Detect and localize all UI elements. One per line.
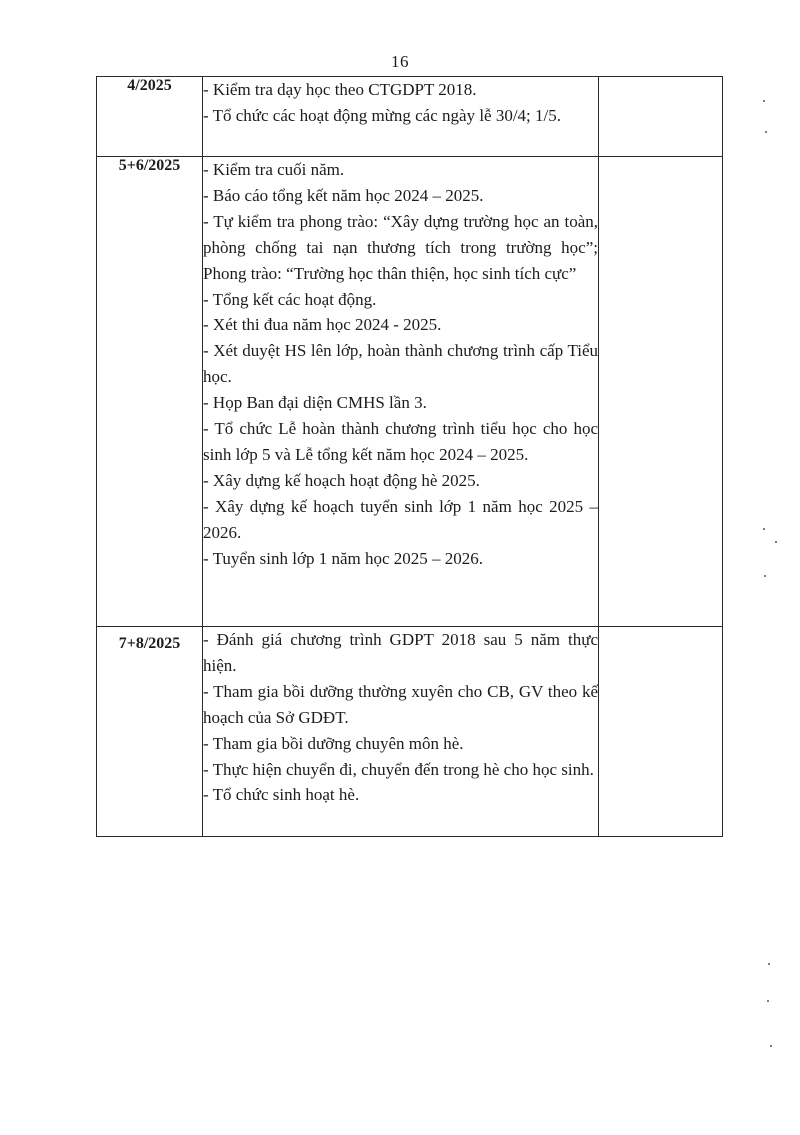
task-item: - Báo cáo tổng kết năm học 2024 – 2025. — [203, 185, 484, 205]
task-item: - Xét duyệt HS lên lớp, hoàn thành chương trình cấp Tiểu học. — [203, 341, 598, 387]
task-item: - Tổng kết các hoạt động. — [203, 289, 377, 309]
task-item: - Tự kiểm tra phong trào: “Xây dựng trường học an toàn, phòng chống tai nạn thương tích trong trường học”; Phong trào: “Trường học thân thiện, học sinh tích cực” — [203, 211, 598, 283]
page-number: 16 — [391, 52, 409, 71]
task-item: - Tham gia bồi dưỡng thường xuyên cho CB, GV theo kế hoạch của Sở GDĐT. — [203, 681, 598, 727]
task-item: - Kiểm tra dạy học theo CTGDPT 2018. — [203, 80, 477, 99]
table-row-7-8-2025 — [97, 627, 723, 837]
plan-table — [96, 76, 723, 837]
month-cell: 7+8/2025 — [97, 627, 203, 837]
month-cell: 4/2025 — [97, 77, 203, 157]
scan-speck — [767, 1000, 769, 1002]
task-item: - Tổ chức sinh hoạt hè. — [203, 785, 360, 805]
scan-speck — [763, 528, 765, 530]
tasks-cell — [203, 77, 599, 157]
month-cell: 5+6/2025 — [97, 157, 203, 627]
note-cell — [599, 157, 723, 627]
task-item: - Kiểm tra cuối năm. — [203, 160, 345, 179]
note-cell — [599, 627, 723, 837]
task-item: - Xét thi đua năm học 2024 - 2025. — [203, 315, 442, 335]
scan-speck — [775, 541, 777, 543]
scan-speck — [763, 100, 765, 102]
scan-speck — [765, 131, 767, 133]
tasks-cell — [203, 627, 599, 837]
note-cell — [599, 77, 723, 157]
task-item: - Tham gia bồi dưỡng chuyên môn hè. — [203, 733, 464, 753]
task-item: - Họp Ban đại diện CMHS lần 3. — [203, 393, 427, 413]
tasks-cell — [203, 157, 599, 627]
task-item: - Tổ chức các hoạt động mừng các ngày lễ 30/4; 1/5. — [203, 105, 562, 125]
task-item: - Xây dựng kế hoạch hoạt động hè 2025. — [203, 470, 480, 490]
table-row-4-2025 — [97, 77, 723, 157]
task-item: - Thực hiện chuyển đi, chuyển đến trong hè cho học sinh. — [203, 759, 594, 779]
scan-speck — [768, 963, 770, 965]
scan-speck — [770, 1045, 772, 1047]
scan-speck — [764, 575, 766, 577]
task-item: - Tuyển sinh lớp 1 năm học 2025 – 2026. — [203, 548, 484, 568]
table-row-5-6-2025 — [97, 157, 723, 627]
task-item: - Tổ chức Lễ hoàn thành chương trình tiểu học cho học sinh lớp 5 và Lễ tổng kết năm học 2024 – 2025. — [203, 419, 598, 464]
task-item: - Đánh giá chương trình GDPT 2018 sau 5 năm thực hiện. — [203, 630, 598, 675]
task-item: - Xây dựng kế hoạch tuyển sinh lớp 1 năm học 2025 – 2026. — [203, 496, 598, 542]
